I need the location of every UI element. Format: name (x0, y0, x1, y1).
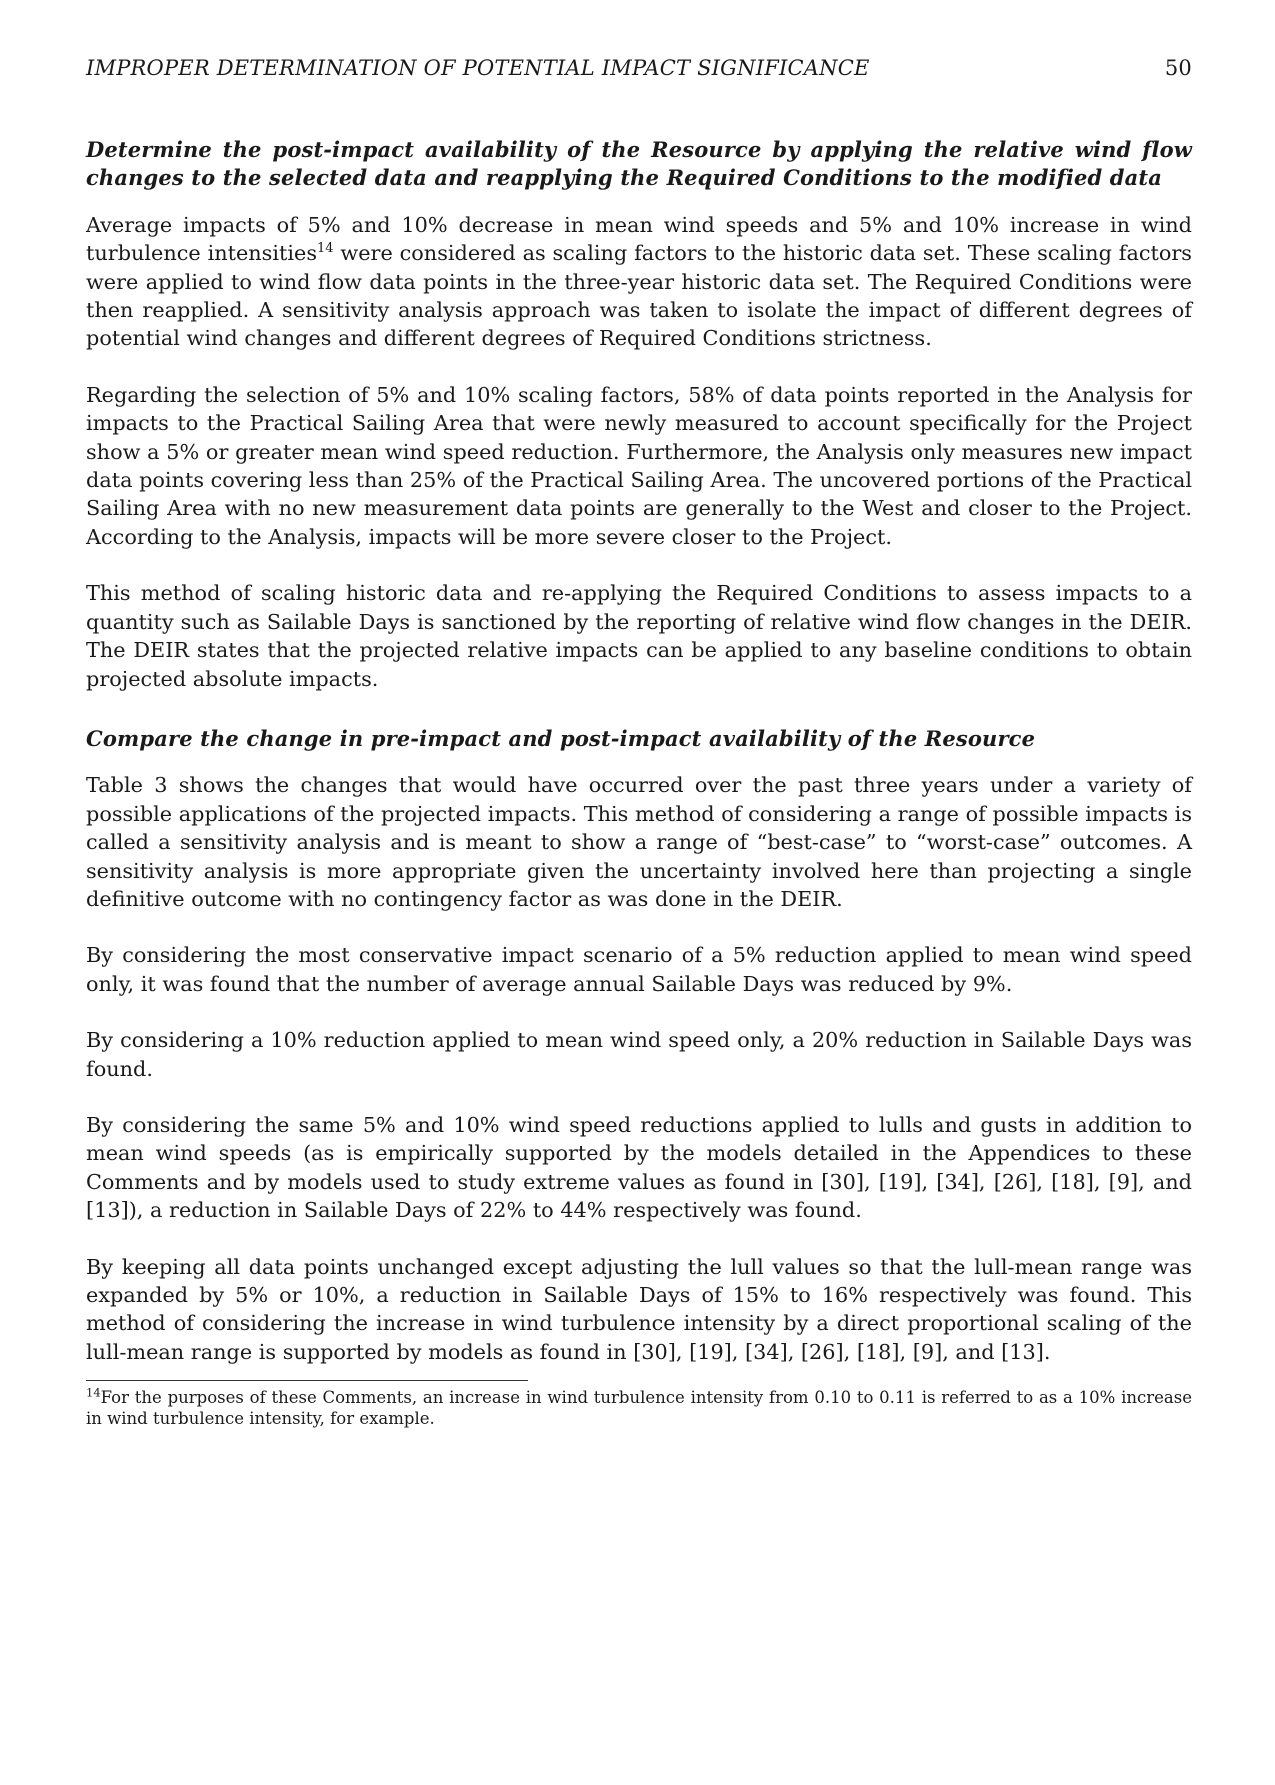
footnote-text: For the purposes of these Comments, an increase in wind turbulence intensity from 0.10 to 0.11 is referred to as a 10% increase in wind turbulence intensity, for example. (86, 1388, 1192, 1429)
paragraph: By considering the same 5% and 10% wind speed reductions applied to lulls and gusts in addition to mean wind speeds (as is empirically supported by the models detailed in the Appendices to these Comments and by models used to study extreme values as found in [30], [19], [34], [26], [18], [9], and [13]), a reduction in Sailable Days of 22% to 44% respectively was found. (86, 1112, 1192, 1223)
footnote-divider (86, 1380, 528, 1381)
paragraph-text: were considered as scaling factors to the historic data set. These scaling factors were applied to wind flow data points in the three-year historic data set. The Required Conditions were then reapplied. A sensitivity analysis approach was taken to isolate the impact of different degrees of potential wind changes and different degrees of Required Conditions strictness. (86, 241, 1192, 351)
paragraph: By considering a 10% reduction applied to mean wind speed only, a 20% reduction in Sailable Days was found. (86, 1028, 1192, 1081)
running-header (86, 56, 1192, 80)
paragraph: Regarding the selection of 5% and 10% scaling factors, 58% of data points reported in the Analysis for impacts to the Practical Sailing Area that were newly measured to account specifically for the Project show a 5% or greater mean wind speed reduction. Furthermore, the Analysis only measures new impact data points covering less than 25% of the Practical Sailing Area. The uncovered portions of the Practical Sailing Area with no new measurement data points are generally to the West and closer to the Project. According to the Analysis, impacts will be more severe closer to the Project. (86, 382, 1192, 549)
paragraph-text: Average impacts of 5% and 10% decrease in mean wind speeds and 5% and 10% increase in wind turbulence intensities (86, 212, 1192, 266)
section-heading-post-impact: Determine the post-impact availability of the Resource by applying the relative wind flow changes to the selected data and reapplying the Required Conditions to the modified data (86, 137, 1192, 191)
section-heading-compare: Compare the change in pre-impact and post-impact availability of the Resource (86, 725, 1036, 751)
paragraph: By considering the most conservative impact scenario of a 5% reduction applied to mean wind speed only, it was found that the number of average annual Sailable Days was reduced by 9%. (86, 943, 1192, 996)
footnote-marker[interactable]: 14 (317, 241, 334, 257)
paragraph: Table 3 shows the changes that would have occurred over the past three years under a variety of possible applications of the projected impacts. This method of considering a range of possible impacts is called a sensitivity analysis and is meant to show a range of “best-case” to “worst-case” outcomes. A sensitivity analysis is more appropriate given the uncertainty involved here than projecting a single definitive outcome with no contingency factor as was done in the DEIR. (86, 773, 1192, 911)
page-body (86, 136, 1192, 1429)
paragraph (86, 211, 1192, 353)
page-number: 50 (1164, 56, 1192, 80)
running-header-title: IMPROPER DETERMINATION OF POTENTIAL IMPACT SIGNIFICANCE (86, 56, 870, 80)
footnote-number: 14 (86, 1385, 101, 1400)
paragraph: This method of scaling historic data and re-applying the Required Conditions to assess impacts to a quantity such as Sailable Days is sanctioned by the reporting of relative wind flow changes in the DEIR. The DEIR states that the projected relative impacts can be applied to any baseline conditions to obtain projected absolute impacts. (86, 581, 1192, 691)
footnote (86, 1387, 1192, 1429)
paragraph: By keeping all data points unchanged except adjusting the lull values so that the lull-mean range was expanded by 5% or 10%, a reduction in Sailable Days of 15% to 16% respectively was found. This method of considering the increase in wind turbulence intensity by a direct proportional scaling of the lull-mean range is supported by models as found in [30], [19], [34], [26], [18], [9], and [13]. (86, 1254, 1192, 1364)
